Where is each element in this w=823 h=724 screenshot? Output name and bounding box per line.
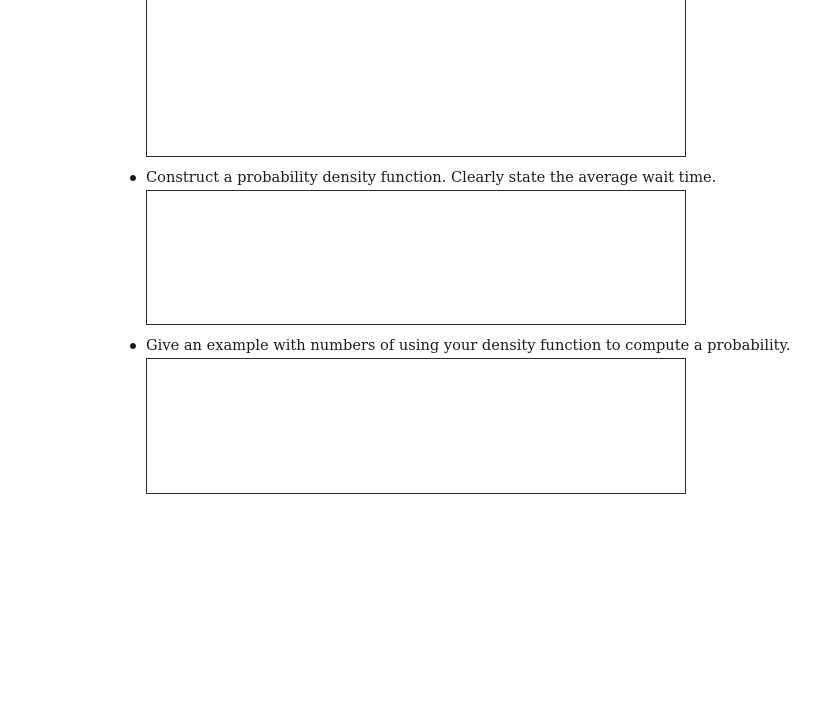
bullet-point xyxy=(130,175,136,181)
answer-box-density-function[interactable] xyxy=(146,190,686,325)
answer-box-probability-example[interactable] xyxy=(146,358,686,494)
answer-box-previous[interactable] xyxy=(146,0,686,157)
question-text-density-function: Construct a probability density function. Clearly state the average wait time. xyxy=(146,169,717,186)
bullet-point xyxy=(130,343,136,349)
question-text-probability-example: Give an example with numbers of using your density function to compute a probability. xyxy=(146,337,791,354)
